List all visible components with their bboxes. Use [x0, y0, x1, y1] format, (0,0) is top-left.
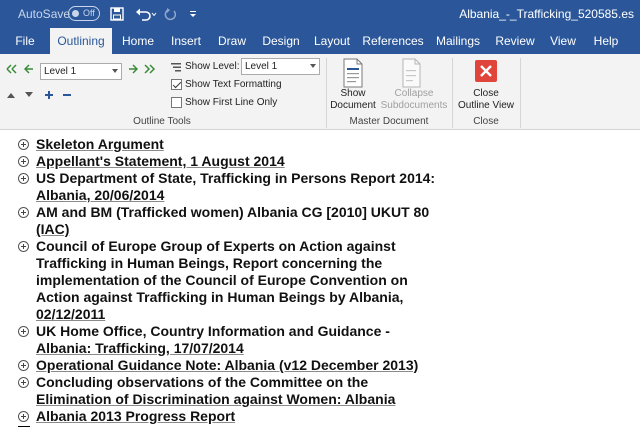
autosave-toggle[interactable]: Off — [68, 6, 100, 21]
show-document-label-line1: Show — [340, 88, 366, 99]
document-title: Albania_-_Trafficking_520585.es — [459, 7, 634, 21]
collapse-icon[interactable] — [62, 90, 72, 103]
tab-mailings[interactable]: Mailings — [435, 34, 480, 48]
tab-design[interactable]: Design — [262, 34, 300, 48]
heading-text-line: Operational Guidance Note: Albania (v12 December 2013) — [36, 357, 419, 373]
promote-to-heading1-icon[interactable] — [6, 64, 20, 77]
tab-help[interactable]: Help — [593, 34, 619, 48]
heading-text-line: 02/12/2011 — [36, 306, 106, 322]
heading-text-line: Elimination of Discrimination against Women: Albania — [36, 391, 396, 407]
show-level-value: Level 1 — [245, 61, 278, 72]
expand-plus-icon[interactable] — [18, 156, 29, 167]
redo-icon[interactable] — [162, 5, 180, 23]
tab-outlining[interactable]: Outlining — [50, 28, 112, 54]
promote-icon[interactable] — [24, 64, 34, 77]
heading-text-line: Albania, 20/06/2014 — [36, 187, 165, 203]
expand-plus-icon[interactable] — [18, 411, 29, 422]
ribbon — [0, 54, 640, 130]
show-first-line-only-checkbox[interactable] — [171, 97, 182, 108]
expand-plus-icon[interactable] — [18, 207, 29, 218]
heading-text-line: Albania 2013 Progress Report — [36, 408, 236, 424]
show-document-button[interactable] — [326, 88, 380, 112]
title-bar — [0, 0, 640, 28]
undo-icon[interactable] — [134, 5, 158, 23]
demote-icon[interactable] — [128, 64, 138, 77]
show-document-icon[interactable] — [341, 58, 365, 91]
show-first-line-only-label: Show First Line Only — [185, 97, 278, 108]
collapse-subdocuments-button[interactable] — [378, 88, 450, 112]
chevron-down-icon — [112, 69, 118, 73]
demote-to-body-text-icon[interactable] — [144, 64, 158, 77]
outline-level-select[interactable] — [40, 63, 122, 80]
expand-plus-icon[interactable] — [18, 173, 29, 184]
heading-text-line: Council of Europe Group of Experts on Action against — [36, 238, 396, 254]
expand-plus-icon[interactable] — [18, 326, 29, 337]
show-document-label-line2: Document — [330, 100, 376, 111]
heading-text-line: (IAC) — [36, 221, 70, 237]
close-outline-view-button[interactable] — [454, 88, 518, 112]
heading-text-line: Appellant's Statement, 1 August 2014 — [36, 153, 285, 169]
show-level-icon — [170, 61, 182, 76]
ribbon-separator — [520, 58, 521, 128]
close-outline-view-icon[interactable] — [475, 60, 497, 85]
heading-text-line: Trafficking in Human Beings, Report concerning the — [36, 255, 383, 271]
show-text-formatting-checkbox[interactable] — [171, 79, 182, 90]
customize-qat-icon[interactable] — [186, 5, 200, 23]
heading-text-line: US Department of State, Trafficking in Persons Report 2014: — [36, 170, 436, 186]
tab-file[interactable]: File — [15, 34, 35, 48]
outline-level-value: Level 1 — [44, 66, 77, 77]
tab-insert[interactable]: Insert — [170, 34, 201, 48]
tab-draw[interactable]: Draw — [217, 34, 246, 48]
move-down-icon[interactable] — [24, 90, 34, 103]
chevron-down-icon — [310, 64, 316, 68]
master-document-group-label: Master Document — [349, 116, 429, 127]
expand-plus-icon[interactable] — [18, 360, 29, 371]
outline-tools-group-label: Outline Tools — [133, 116, 191, 127]
collapse-label-line2: Subdocuments — [380, 100, 448, 111]
autosave-label: AutoSave — [18, 7, 71, 21]
show-text-formatting-label: Show Text Formatting — [185, 79, 282, 90]
show-level-label: Show Level: — [185, 61, 240, 72]
collapse-label-line1: Collapse — [394, 88, 434, 99]
tab-review[interactable]: Review — [495, 34, 535, 48]
text-cursor — [18, 426, 30, 427]
expand-plus-icon[interactable] — [18, 377, 29, 388]
heading-text-line: implementation of the Council of Europe Convention on — [36, 272, 408, 288]
expand-icon[interactable] — [44, 90, 54, 103]
expand-plus-icon[interactable] — [18, 241, 29, 252]
heading-text-line: Skeleton Argument — [36, 136, 164, 152]
tab-home[interactable]: Home — [121, 34, 154, 48]
save-icon[interactable] — [108, 5, 126, 23]
heading-text-line: UK Home Office, Country Information and Guidance - — [36, 323, 390, 339]
move-up-icon[interactable] — [6, 90, 16, 103]
ribbon-tabs — [0, 28, 640, 54]
expand-plus-icon[interactable] — [18, 139, 29, 150]
document-area[interactable] — [0, 131, 640, 428]
close-label-line1: Close — [473, 88, 499, 99]
heading-text-line: Concluding observations of the Committee on the — [36, 374, 369, 390]
show-level-select[interactable] — [241, 58, 320, 75]
tab-layout[interactable]: Layout — [313, 34, 351, 48]
tab-view[interactable]: View — [550, 34, 576, 48]
ribbon-separator — [452, 58, 453, 128]
collapse-subdocuments-icon[interactable] — [400, 58, 422, 91]
tab-references[interactable]: References — [362, 34, 424, 48]
close-group-label: Close — [473, 116, 499, 127]
heading-text-line: AM and BM (Trafficked women) Albania CG [2010] UKUT 80 — [36, 204, 430, 220]
close-label-line2: Outline View — [458, 100, 514, 111]
heading-text-line: Albania: Trafficking, 17/07/2014 — [36, 340, 244, 356]
heading-text-line: Action against Trafficking in Human Beings by Albania, — [36, 289, 404, 305]
